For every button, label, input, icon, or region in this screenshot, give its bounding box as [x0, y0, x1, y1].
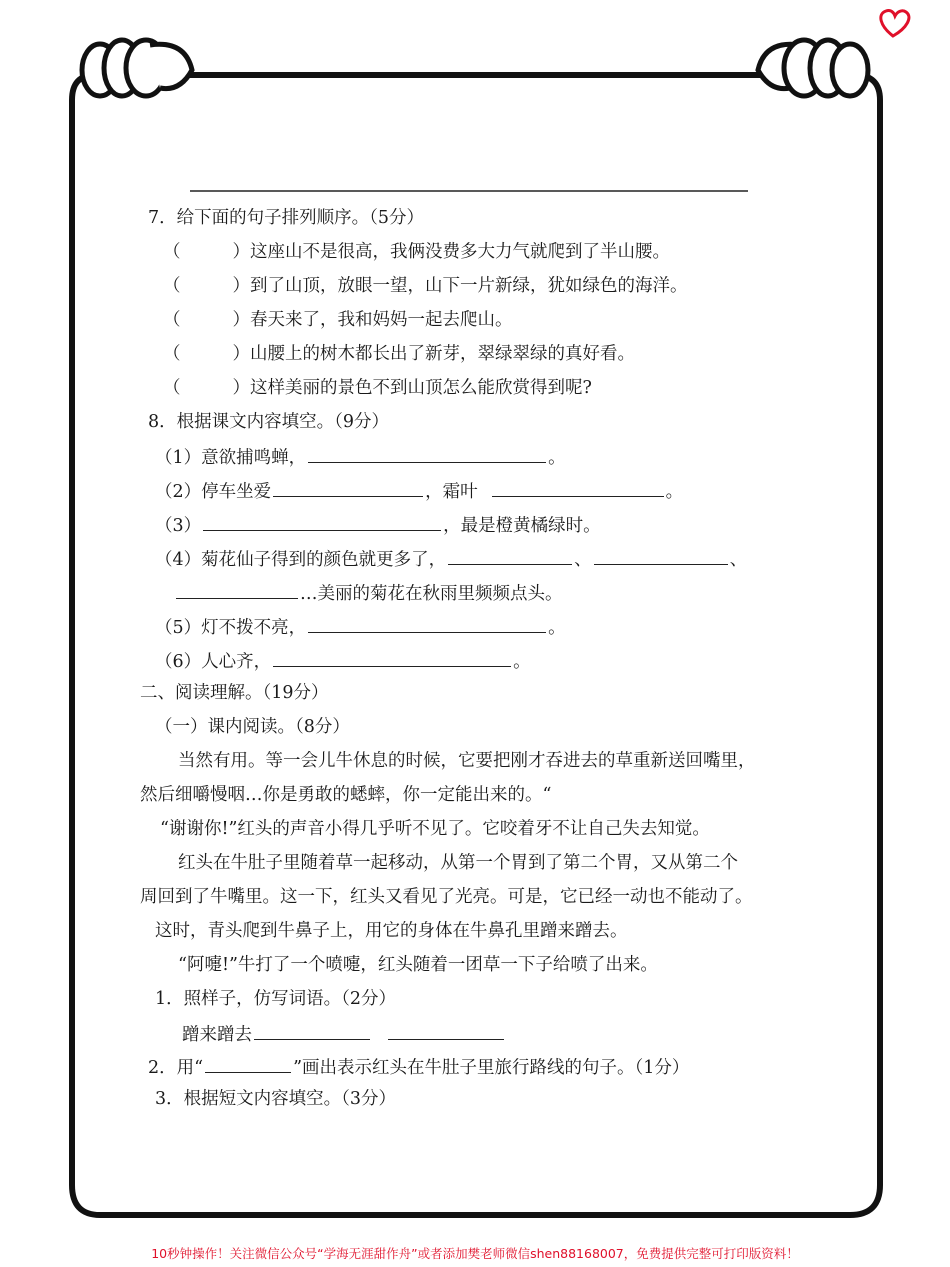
section2-title: 二、阅读理解。（19分） — [140, 683, 329, 703]
q7-item-text: 到了山顶，放眼一望，山下一片新绿，犹如绿色的海洋。 — [250, 276, 688, 296]
fill-blank[interactable] — [448, 546, 572, 565]
fill-blank[interactable] — [308, 614, 546, 633]
close-bracket: ） — [232, 378, 250, 398]
fill-blank[interactable] — [254, 1021, 370, 1040]
q7-item — [163, 376, 592, 400]
passage-line: “谢谢你!”红头的声音小得几乎听不见了。它咬着牙不让自己失去知觉。 — [160, 819, 710, 839]
q7-item — [163, 274, 688, 298]
q8-line-6 — [155, 648, 531, 674]
fill-blank[interactable] — [273, 648, 511, 667]
q8-2-mid: ，霜叶 — [425, 482, 478, 502]
q7-item — [163, 308, 513, 332]
q7-item-text: 这座山不是很高，我俩没费多大力气就爬到了半山腰。 — [250, 242, 670, 262]
fill-blank[interactable] — [492, 478, 664, 497]
example-word: 蹭来蹭去 — [182, 1025, 252, 1045]
q8-6-end: 。 — [513, 652, 531, 672]
q8-line-4 — [155, 546, 747, 572]
right-curl-decoration — [758, 40, 868, 96]
reading-q1: 1．照样子，仿写词语。（2分） — [155, 989, 397, 1009]
reading-q3: 3．根据短文内容填空。（3分） — [155, 1089, 397, 1109]
q7-item-text: 山腰上的树木都长出了新芽，翠绿翠绿的真好看。 — [250, 344, 635, 364]
passage-line: 当然有用。等一会儿牛休息的时候，它要把刚才吞进去的草重新送回嘴里， — [178, 751, 756, 771]
q8-5-text: （5）灯不拨不亮， — [155, 618, 307, 638]
passage-line: 这时，青头爬到牛鼻子上，用它的身体在牛鼻孔里蹭来蹭去。 — [155, 921, 628, 941]
q8-1-text: （1）意欲捕鸣蝉， — [155, 448, 307, 468]
q8-4-sep: 、 — [729, 550, 748, 570]
fill-blank[interactable] — [176, 580, 298, 599]
q8-4-text: （4）菊花仙子得到的颜色就更多了， — [155, 550, 447, 570]
q8-2-end: 。 — [665, 482, 684, 502]
q7-item-text: 这样美丽的景色不到山顶怎么能欣赏得到呢? — [250, 378, 592, 398]
open-bracket: （ — [163, 276, 181, 296]
fill-blank[interactable] — [594, 546, 728, 565]
left-curl-decoration — [82, 40, 192, 96]
q8-4b-text: …美丽的菊花在秋雨里频频点头。 — [300, 584, 563, 604]
q8-3-end: ，最是橙黄橘绿时。 — [443, 516, 601, 536]
q7-title: 7．给下面的句子排列顺序。（5分） — [148, 208, 425, 228]
open-bracket: （ — [163, 242, 181, 262]
q2-text-end: ”画出表示红头在牛肚子里旅行路线的句子。（1分） — [293, 1058, 690, 1078]
reading-q2 — [148, 1054, 689, 1080]
fill-blank[interactable] — [273, 478, 423, 497]
passage-line: “阿嚏!”牛打了一个喷嚏，红头随着一团草一下子给喷了出来。 — [178, 955, 658, 975]
open-bracket: （ — [163, 310, 181, 330]
q7-item-text: 春天来了，我和妈妈一起去爬山。 — [250, 310, 513, 330]
q8-4-sep: 、 — [574, 550, 592, 570]
open-bracket: （ — [163, 378, 181, 398]
open-bracket: （ — [163, 344, 181, 364]
q8-5-end: 。 — [548, 618, 566, 638]
q8-line-1 — [155, 444, 566, 470]
q2-text: 2．用“ — [148, 1058, 204, 1078]
passage-line: 周回到了牛嘴里。这一下，红头又看见了光亮。可是，它已经一动也不能动了。 — [140, 887, 753, 907]
footer-promo: 10秒钟操作！关注微信公众号“学海无涯甜作舟”或者添加樊老师微信shen88168007，免费提供完整可打印版资料！ — [151, 1246, 799, 1261]
passage-line: 然后细嚼慢咽…你是勇敢的蟋蟀，你一定能出来的。“ — [140, 785, 552, 805]
q8-line-3 — [155, 512, 601, 538]
underline-sample — [205, 1054, 291, 1073]
close-bracket: ） — [232, 310, 250, 330]
reading-q1-example — [182, 1021, 506, 1047]
close-bracket: ） — [232, 344, 250, 364]
q8-2-text: （2）停车坐爱 — [155, 482, 272, 502]
close-bracket: ） — [232, 242, 250, 262]
fill-blank[interactable] — [203, 512, 441, 531]
q8-1-end: 。 — [548, 448, 566, 468]
close-bracket: ） — [232, 276, 250, 296]
q8-6-text: （6）人心齐， — [155, 652, 272, 672]
fill-blank[interactable] — [388, 1021, 504, 1040]
q8-3-text: （3） — [155, 516, 202, 536]
q8-line-2 — [155, 478, 683, 504]
heart-icon — [881, 10, 909, 36]
q8-line-5 — [155, 614, 566, 640]
passage-line: 红头在牛肚子里随着草一起移动，从第一个胃到了第二个胃，又从第二个 — [178, 853, 738, 873]
q8-line-4b — [176, 580, 563, 606]
section2-sub1: （一）课内阅读。（8分） — [155, 717, 350, 737]
fill-blank[interactable] — [308, 444, 546, 463]
q8-title: 8．根据课文内容填空。（9分） — [148, 412, 390, 432]
q7-item — [163, 240, 670, 264]
q7-item — [163, 342, 635, 366]
